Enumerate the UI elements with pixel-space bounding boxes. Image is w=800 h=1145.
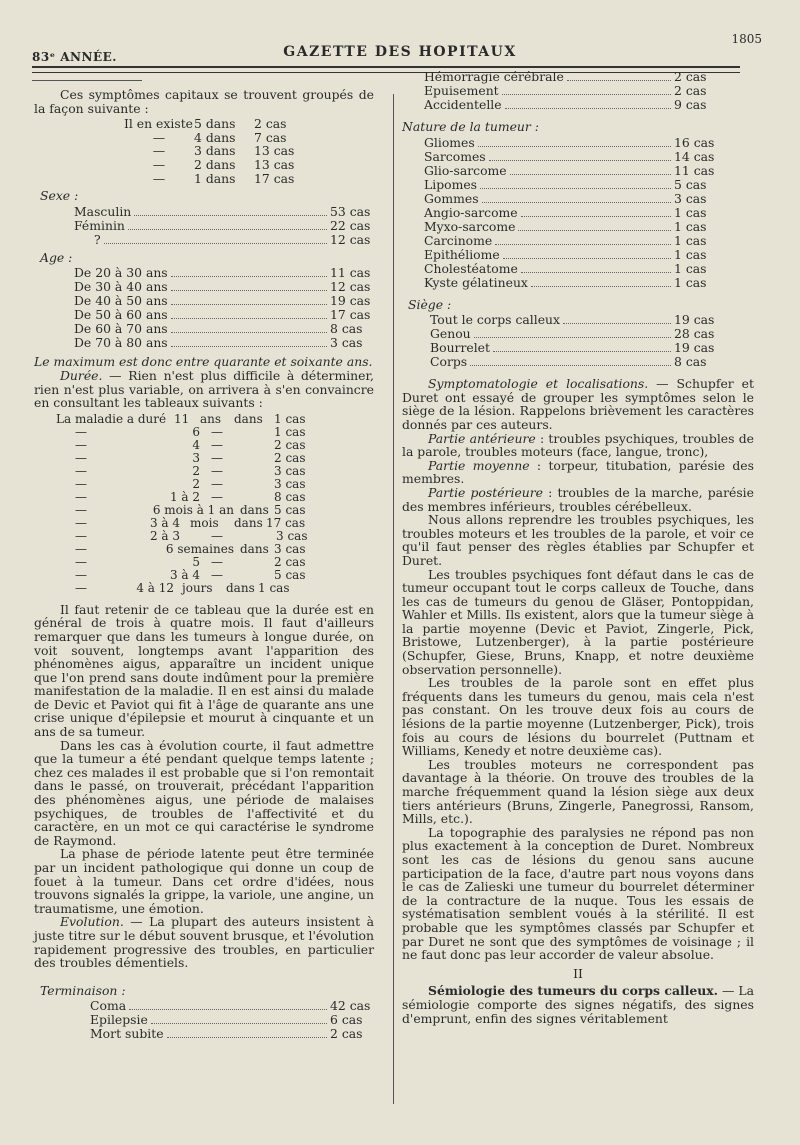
list-item: De 60 à 70 ans 8 cas [74,321,363,337]
table-row: — 6 — 1 cas [75,424,306,439]
list-item: Myxo-sarcome 1 cas [424,218,707,234]
list-item: Kyste gélatineux 1 cas [424,274,707,290]
list-item: De 70 à 80 ans 3 cas [74,335,363,351]
list-item: Bourrelet 19 cas [430,340,715,356]
list-item: Féminin 22 cas [74,217,371,233]
list-item: Lipomes 5 cas [424,176,707,192]
list-item: ? 12 cas [94,231,371,247]
table-row: — 3 — 2 cas [75,450,306,465]
table-row: — 3 à 4 — 5 cas [75,567,306,582]
semiologie-paragraph: Sémiologie des tumeurs du corps calleux. — La sémiologie comporte des signes négatifs, des signes d'emprunt, enfin des signes véritablement [402,983,754,1026]
list-item: Glio-sarcome 11 cas [424,162,715,178]
evolution-paragraph: Evolution. — La plupart des auteurs insistent à juste titre sur le début souvent brusque, et l'évolution rapidement progressive des troubles, en particulier des troubles démentiels. [34,914,374,971]
list-item: Gliomes 16 cas [424,134,715,150]
list-item: Sarcomes 14 cas [424,148,715,164]
symptomatologie-paragraph: Symptomatologie et localisations. — Schupfer et Duret ont essayé de grouper les symptômes selon le siège de la lésion. Rappelons brièvement les caractères donnés par ces auteurs. [402,376,754,432]
sexe-list [34,205,374,247]
header-page-number: 1805 [731,32,762,46]
table-row: — 2 — 3 cas [75,463,306,478]
duree-table [34,413,374,595]
section-number: II [573,965,583,981]
paragraph: La topographie des paralysies ne répond pas non plus exactement à la conception de Duret. Nombreux sont les cas de lésions du genou sans aucune participation de la face, d'autre part nous voyons dans le cas de Zalieski une tumeur du bourrelet déterminer de la contracture de la nuque. Tous les essais de systématisation semblent voués à la stérilité. Il est probable que les symptômes classés par Schupfer et par Duret ne sont que des symptômes de voisinage ; il ne faut donc pas leur accorder de valeur absolue. [402,824,754,963]
paragraph: Les troubles psychiques font défaut dans le cas de tumeur occupant tout le corps calleux de Touche, dans les cas de tumeurs du genou de Gläser, Pontoppidan, Wahler et Mills. Ils existent, alors que la tumeur siège à la partie moyenne (Devic et Paviot, Zingerle, Pick, Bristowe, Lutzenberger), à la partie postérieure (Schupfer, Giese, Bruns, Knapp, et notre deuxième observation personnelle). [402,566,754,677]
list-item: Masculin 53 cas [74,203,371,219]
posterior-paragraph: Partie postérieure : troubles de la marche, parésie des membres inférieurs, troubles cérébelleux. [402,484,754,514]
table-row: — 3 à 4 mois dans 17 cas [75,515,306,530]
header-year: 83ᵉ ANNÉE. [32,50,117,64]
sexe-title: Sexe : [40,188,79,204]
table-row: Il en existe 5 dans 2 cas [124,116,287,132]
list-item: Mort subite 2 cas [90,1026,363,1042]
siege-list [402,313,754,369]
paragraph: Il faut retenir de ce tableau que la durée est en général de trois à quatre mois. Il faut d'ailleurs remarquer que dans les tumeurs à longue durée, on voit souvent, longtemps avant l'apparition des phénomènes aigus, apparaître un incident unique que l'on prend sans doute indûment pour la première manifestation de la maladie. Il en est ainsi du malade de Devic et Paviot qui fit à l'âge de quarante ans une crise unique d'épilepsie et mourut à cinquante et un ans de sa tumeur. [34,601,374,740]
column-divider [393,94,394,1104]
table-row: — 2 — 3 cas [75,476,306,491]
list-item: De 50 à 60 ans 17 cas [74,307,371,323]
list-item: Tout le corps calleux 19 cas [430,312,715,328]
intro-paragraph: Ces symptômes capitaux se trouvent groupés de la façon suivante : [34,87,374,116]
paragraph: Les troubles de la parole sont en effet plus fréquents dans les tumeurs du genou, mais cela n'est pas constant. On les trouve deux fois au cours de lésions de la partie moyenne (Lutzenberger, Pick), trois fois au cours de lésions du bourrelet (Puttnam et Williams, Kenedy et notre deuxième cas). [402,675,754,759]
table-row: — 2 dans 13 cas [152,156,295,172]
table-row: — 1 dans 17 cas [152,170,295,186]
header-rule-thick [32,66,740,68]
header-rule-short [32,80,142,81]
terminaison-list [34,999,374,1041]
list-item: Accidentelle 9 cas [424,97,707,112]
list-item: Carcinome 1 cas [424,232,707,248]
list-item: Corps 8 cas [430,354,707,370]
list-item: Gommes 3 cas [424,190,707,206]
list-item: De 40 à 50 ans 19 cas [74,293,371,309]
paragraph: Nous allons reprendre les troubles psychiques, les troubles moteurs et les troubles de la parole, et voir ce qu'il faut penser des règles établies par Schupfer et Duret. [402,512,754,568]
duree-paragraph: Durée. — Rien n'est plus difficile à déterminer, rien n'est plus variable, on arrivera à s'en convaincre en consultant les tableaux suivants : [34,367,374,411]
siege-title: Siège : [408,296,452,312]
right-column [402,70,754,1025]
maximum-note: Le maximum est donc entre quarante et soixante ans. [34,354,373,370]
list-item: Epithéliome 1 cas [424,246,707,262]
list-item: Cholestéatome 1 cas [424,260,707,276]
list-item: Genou 28 cas [430,326,715,342]
age-title: Age : [40,249,73,265]
terminaison-title: Terminaison : [40,982,126,998]
nature-title: Nature de la tumeur : [402,119,539,134]
table-row: — 5 — 2 cas [75,554,306,569]
age-list [34,266,374,350]
table-row: — 6 semaines dans 3 cas [75,541,306,556]
list-item: Angio-sarcome 1 cas [424,204,707,220]
list-item: De 20 à 30 ans 11 cas [74,265,371,281]
paragraph: Dans les cas à évolution courte, il faut admettre que la tumeur a été pendant quelque temps latente ; chez ces malades il est probable que si l'on remontait dans le passé, on trouverait, précédant l'apparition des phénomènes aigus, une période de malaises psychiques, de troubles de l'affectivité et du caractère, en un mot ce qui caractérise le syndrome de Raymond. [34,737,374,848]
paragraph: Les troubles moteurs ne correspondent pas davantage à la théorie. On trouve des troubles de la marche fréquemment quand la lésion siège aux deux tiers antérieurs (Bruns, Zingerle, Panegrossi, Ransom, Mills, etc.). [402,756,754,827]
list-item: Coma 42 cas [90,998,371,1014]
paragraph: La phase de période latente peut être terminée par un incident pathologique qui donne un coup de fouet à la tumeur. Dans cet ordre d'idées, nous trouvons signalés la grippe, la variole, une angine, un traumatisme, une émotion. [34,846,374,916]
table-row: — 2 à 3 — 3 cas [75,528,308,543]
list-item: Epilepsie 6 cas [90,1012,363,1028]
left-column [34,88,374,1041]
header-title: GAZETTE DES HOPITAUX [283,44,517,60]
list-item: Hémorragie cérébrale 2 cas [424,69,707,84]
middle-paragraph: Partie moyenne : torpeur, titubation, parésie des membres. [402,457,754,487]
nature-list [402,136,754,290]
anterior-paragraph: Partie antérieure : troubles psychiques, troubles de la parole, troubles moteurs (face, langue, tronc), [402,430,754,460]
groups-table [34,117,374,185]
table-row: — 1 à 2 — 8 cas [75,489,306,504]
list-item: De 30 à 40 ans 12 cas [74,279,371,295]
list-item: Epuisement 2 cas [424,83,707,98]
table-row: — 4 à 12 jours dans 1 cas [75,580,290,595]
table-row: — 4 dans 7 cas [152,129,287,145]
table-row: La maladie a duré 11 ans dans 1 cas [56,411,306,426]
table-row: — 3 dans 13 cas [152,143,295,159]
terminaison-list-cont [402,70,754,112]
table-row: — 6 mois à 1 an dans 5 cas [75,502,306,517]
table-row: — 4 — 2 cas [75,437,306,452]
